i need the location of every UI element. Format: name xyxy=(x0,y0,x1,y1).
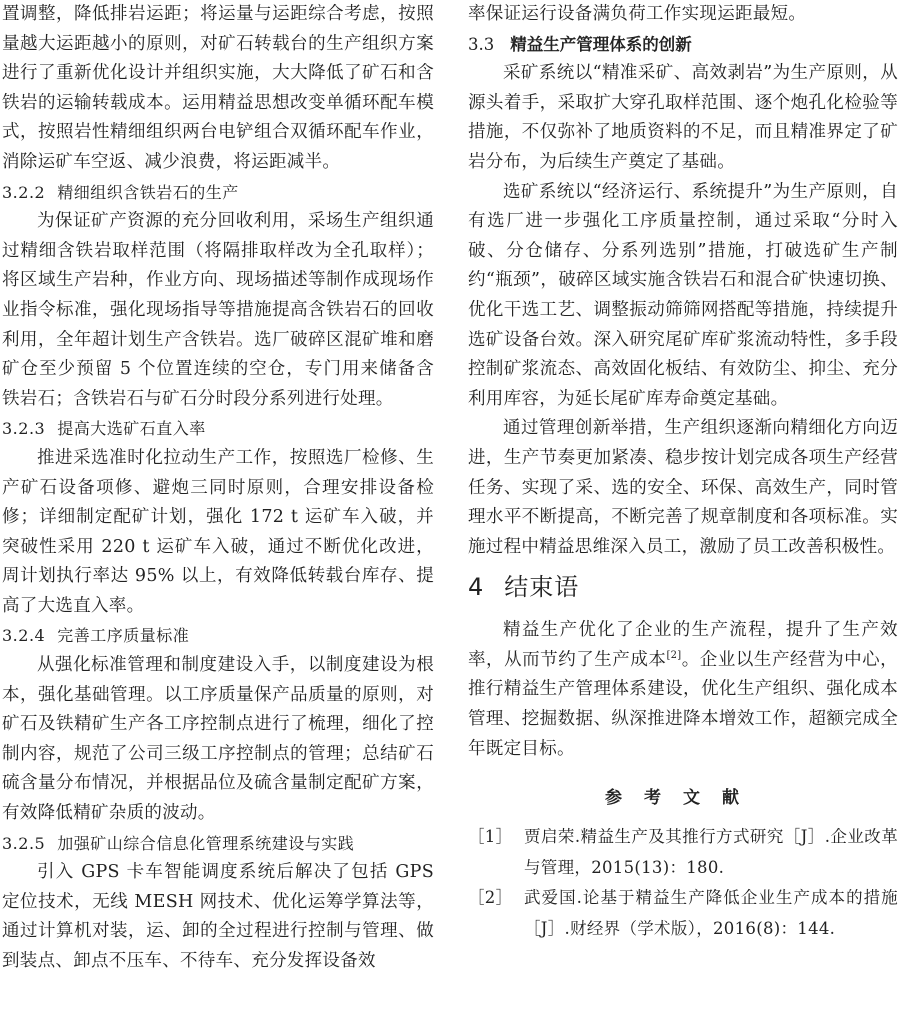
references-heading: 参考文献 xyxy=(605,788,761,809)
left-column xyxy=(2,0,434,977)
reference-text: 贾启荣.精益生产及其推行方式研究［J］.企业改革与管理，2015(13)：180. xyxy=(524,827,898,877)
paragraph: 通过管理创新举措，生产组织逐渐向精细化方向迈进，生产节奏更加紧凑、稳步按计划完成各项生产经营任务、实现了采、选的安全、环保、高效生产，同时管理水平不断提高，不断完善了规章制度和各项标准。实施过程中精益思维深入员工，激励了员工改善积极性。 xyxy=(468,418,898,557)
subsection-number: 3.2.3 xyxy=(2,419,46,439)
paragraph: 选矿系统以“经济运行、系统提升”为生产原则，自有选厂进一步强化工序质量控制，通过采取“分时入破、分仓储存、分系列选别”措施，打破选矿生产制约“瓶颈”，破碎区域实施含铁岩石和混合矿快速切换、优化干选工艺、调整振动筛筛网搭配等措施，持续提升选矿设备台效。深入研究尾矿库矿浆流动特性，多手段控制矿浆流态、高效固化板结、有效防尘、抑尘、充分利用库容，为延长尾矿库寿命奠定基础。 xyxy=(468,181,898,409)
subsection-number: 3.2.4 xyxy=(2,626,46,646)
section-number: 4 xyxy=(468,573,485,602)
reference-text: 武爱国.论基于精益生产降低企业生产成本的措施［J］.财经界（学术版），2016(8)：144. xyxy=(524,888,898,938)
subsection-heading-3-2-4 xyxy=(2,621,434,651)
conclusion-text: 。企业以生产经营为中心，推行精益生产管理体系建设，优化生产组织、强化成本管理、挖掘数据、纵深推进降本增效工作，超额完成全年既定目标。 xyxy=(468,649,898,759)
subsection-title: 提高大选矿石直入率 xyxy=(57,419,206,439)
section-title: 精益生产管理体系的创新 xyxy=(510,34,692,54)
section-title: 结束语 xyxy=(504,573,580,602)
paragraph: 从强化标准管理和制度建设入手，以制度建设为根本，强化基础管理。以工序质量保产品质量的原则，对矿石及铁精矿生产各工序控制点进行了梳理，细化了控制内容，规范了公司三级工序控制点的管理；总结矿石硫含量分布情况，并根据品位及硫含量制定配矿方案，有效降低精矿杂质的波动。 xyxy=(2,655,434,824)
citation-link[interactable]: [2] xyxy=(666,650,682,662)
section-heading-3-3 xyxy=(468,30,898,60)
reference-item xyxy=(468,822,898,883)
conclusion-text: 精益生产优化了企业的生产流程，提升了生产效率，从而节约了生产成本 xyxy=(468,620,898,670)
subsection-heading-3-2-5 xyxy=(2,829,434,859)
paragraph: 置调整，降低排岩运距；将运量与运距综合考虑，按照量越大运距越小的原则，对矿石转载台的生产组织方案进行了重新优化设计并组织实施，大大降低了矿石和含铁岩的运输转载成本。运用精益思想改变单循环配车模式，按照岩性精细组织两台电铲组合双循环配车作业，消除运矿车空返、减少浪费，将运距减半。 xyxy=(2,4,434,172)
section-number: 3.3 xyxy=(468,34,495,54)
right-column xyxy=(468,0,898,944)
paragraph: 引入 GPS 卡车智能调度系统后解决了包括 GPS 定位技术，无线 MESH 网技术、优化运筹学算法等，通过计算机对装，运、卸的全过程进行控制与管理、做到装点、卸点不压车、不待车、充分发挥设备效 xyxy=(2,862,434,971)
paragraph: 为保证矿产资源的充分回收利用，采场生产组织通过精细含铁岩取样范围（将隔排取样改为全孔取样）；将区域生产岩种，作业方向、现场描述等制作成现场作业指令标准，强化现场指导等措施提高含铁岩石的回收利用，全年超计划生产含铁岩。选厂破碎区混矿堆和磨矿仓至少预留 5 个位置连续的空仓，专门用来储备含铁岩石；含铁岩石与矿石分时段分系列进行处理。 xyxy=(2,211,434,409)
subsection-heading-3-2-2 xyxy=(2,178,434,208)
subsection-title: 精细组织含铁岩石的生产 xyxy=(57,182,239,202)
paragraph: 采矿系统以“精准采矿、高效剥岩”为生产原则，从源头着手，采取扩大穿孔取样范围、逐个炮孔化检验等措施，不仅弥补了地质资料的不足，而且精准界定了矿岩分布，为后续生产奠定了基础。 xyxy=(468,63,898,172)
reference-number: ［1］ xyxy=(468,827,513,847)
reference-item xyxy=(468,883,898,944)
reference-number: ［2］ xyxy=(468,888,513,908)
subsection-number: 3.2.5 xyxy=(2,833,46,853)
subsection-number: 3.2.2 xyxy=(2,182,46,202)
subsection-title: 完善工序质量标准 xyxy=(57,626,190,646)
section-heading-4 xyxy=(468,570,898,604)
paragraph: 推进采选准时化拉动生产工作，按照选厂检修、生产矿石设备项修、避炮三同时原则，合理安排设备检修；详细制定配矿计划，强化 172 t 运矿车入破，并突破性采用 220 t 运矿车入破，通过不断优化改进，周计划执行率达 95% 以上，有效降低转载台库存、提高了大选直入率。 xyxy=(2,447,434,616)
paragraph: 率保证运行设备满负荷工作实现运距最短。 xyxy=(468,4,807,24)
subsection-heading-3-2-3 xyxy=(2,414,434,444)
subsection-title: 加强矿山综合信息化管理系统建设与实践 xyxy=(57,833,355,853)
conclusion-paragraph xyxy=(468,616,898,764)
